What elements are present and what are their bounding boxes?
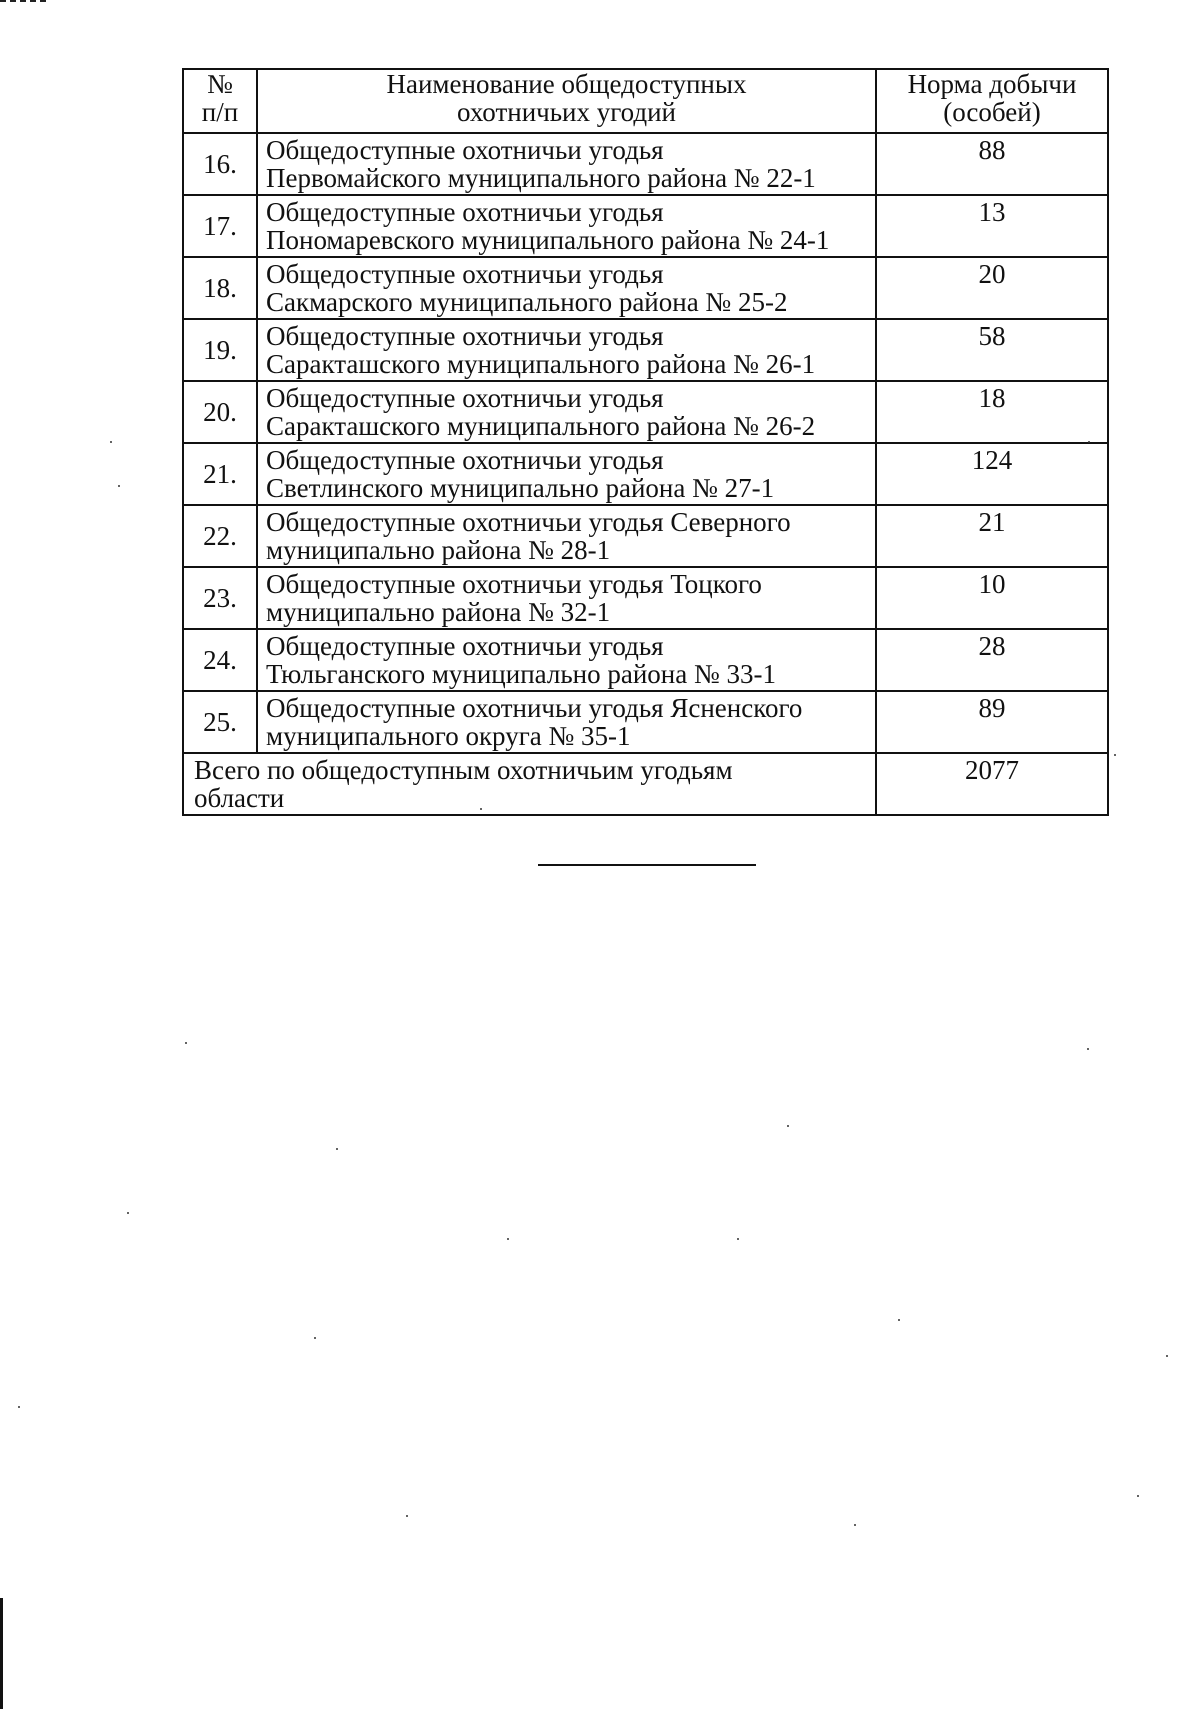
header-name-line1: Наименование общедоступных <box>386 69 747 99</box>
row-number: 25. <box>183 691 257 753</box>
row-norm-value: 58 <box>876 319 1108 381</box>
row-number: 18. <box>183 257 257 319</box>
table-row <box>183 381 1108 443</box>
total-label-line2: области <box>194 783 285 813</box>
table-row <box>183 629 1108 691</box>
header-norm-line1: Норма добычи <box>907 69 1077 99</box>
row-name-line1: Общедоступные охотничьи угодья Тоцкого <box>266 569 762 599</box>
scan-speck <box>18 1406 20 1408</box>
row-name <box>257 381 876 443</box>
scan-speck <box>406 1515 408 1517</box>
scan-speck <box>854 1524 856 1526</box>
row-name <box>257 691 876 753</box>
row-number: 24. <box>183 629 257 691</box>
row-number: 19. <box>183 319 257 381</box>
row-name-line1: Общедоступные охотничьи угодья <box>266 321 664 351</box>
row-name-line2: муниципально района № 28-1 <box>266 535 611 565</box>
row-name <box>257 505 876 567</box>
header-number-line1: № <box>207 69 233 99</box>
row-number: 23. <box>183 567 257 629</box>
row-name <box>257 133 876 195</box>
scan-edge-mark-left <box>0 1598 3 1709</box>
row-name-line2: муниципально района № 32-1 <box>266 597 611 627</box>
row-name <box>257 443 876 505</box>
header-number <box>183 69 257 133</box>
scan-speck <box>127 1212 129 1214</box>
header-norm <box>876 69 1108 133</box>
scan-speck <box>1088 441 1090 443</box>
row-name-line1: Общедоступные охотничьи угодья <box>266 197 664 227</box>
total-label-line1: Всего по общедоступным охотничьим угодьям <box>194 755 733 785</box>
row-name <box>257 567 876 629</box>
scan-speck <box>110 441 112 443</box>
row-number: 22. <box>183 505 257 567</box>
table-row <box>183 133 1108 195</box>
scan-speck <box>185 1042 187 1044</box>
table-header-row <box>183 69 1108 133</box>
row-number: 16. <box>183 133 257 195</box>
row-name-line1: Общедоступные охотничьи угодья Северного <box>266 507 791 537</box>
row-name-line1: Общедоступные охотничьи угодья Ясненского <box>266 693 803 723</box>
row-norm-value: 88 <box>876 133 1108 195</box>
scan-speck <box>1166 1355 1168 1357</box>
row-name <box>257 319 876 381</box>
row-norm-value: 124 <box>876 443 1108 505</box>
row-name-line1: Общедоступные охотничьи угодья <box>266 383 664 413</box>
table-row <box>183 567 1108 629</box>
table-row <box>183 257 1108 319</box>
row-number: 20. <box>183 381 257 443</box>
scan-speck <box>507 1238 509 1240</box>
scan-speck <box>1137 1495 1139 1497</box>
scan-speck <box>1114 754 1116 756</box>
row-name-line2: Сакмарского муниципального района № 25-2 <box>266 287 788 317</box>
row-name <box>257 195 876 257</box>
row-name-line2: Саракташского муниципального района № 26-1 <box>266 349 816 379</box>
row-norm-value: 28 <box>876 629 1108 691</box>
total-label <box>183 753 876 815</box>
scan-speck <box>898 1319 900 1321</box>
table-total-row <box>183 753 1108 815</box>
header-name-line2: охотничьих угодий <box>457 97 676 127</box>
scan-edge-mark-top <box>0 0 46 2</box>
row-name-line1: Общедоступные охотничьи угодья <box>266 631 664 661</box>
row-name-line2: муниципального округа № 35-1 <box>266 721 631 751</box>
row-name-line1: Общедоступные охотничьи угодья <box>266 135 664 165</box>
row-norm-value: 21 <box>876 505 1108 567</box>
total-value: 2077 <box>876 753 1108 815</box>
end-separator-line <box>538 864 756 866</box>
row-norm-value: 10 <box>876 567 1108 629</box>
table-row <box>183 319 1108 381</box>
row-name <box>257 629 876 691</box>
table-row <box>183 505 1108 567</box>
header-name <box>257 69 876 133</box>
scan-speck <box>1087 1048 1089 1050</box>
scan-speck <box>480 808 482 810</box>
row-name-line2: Первомайского муниципального района № 22-1 <box>266 163 816 193</box>
table-row <box>183 195 1108 257</box>
header-norm-line2: (особей) <box>943 97 1041 127</box>
row-name-line2: Пономаревского муниципального района № 24-1 <box>266 225 830 255</box>
table-row <box>183 691 1108 753</box>
row-norm-value: 20 <box>876 257 1108 319</box>
row-name <box>257 257 876 319</box>
header-number-line2: п/п <box>201 97 239 127</box>
row-norm-value: 13 <box>876 195 1108 257</box>
row-name-line1: Общедоступные охотничьи угодья <box>266 445 664 475</box>
row-norm-value: 18 <box>876 381 1108 443</box>
scan-speck <box>118 485 120 487</box>
table-row <box>183 443 1108 505</box>
row-name-line2: Саракташского муниципального района № 26-2 <box>266 411 816 441</box>
scan-speck <box>336 1148 338 1150</box>
row-number: 21. <box>183 443 257 505</box>
row-name-line1: Общедоступные охотничьи угодья <box>266 259 664 289</box>
row-name-line2: Тюльганского муниципально района № 33-1 <box>266 659 776 689</box>
scan-speck <box>737 1238 739 1240</box>
row-norm-value: 89 <box>876 691 1108 753</box>
scan-speck <box>314 1337 316 1339</box>
row-number: 17. <box>183 195 257 257</box>
scan-speck <box>787 1125 789 1127</box>
hunting-norms-table <box>182 68 1109 816</box>
row-name-line2: Светлинского муниципально района № 27-1 <box>266 473 775 503</box>
